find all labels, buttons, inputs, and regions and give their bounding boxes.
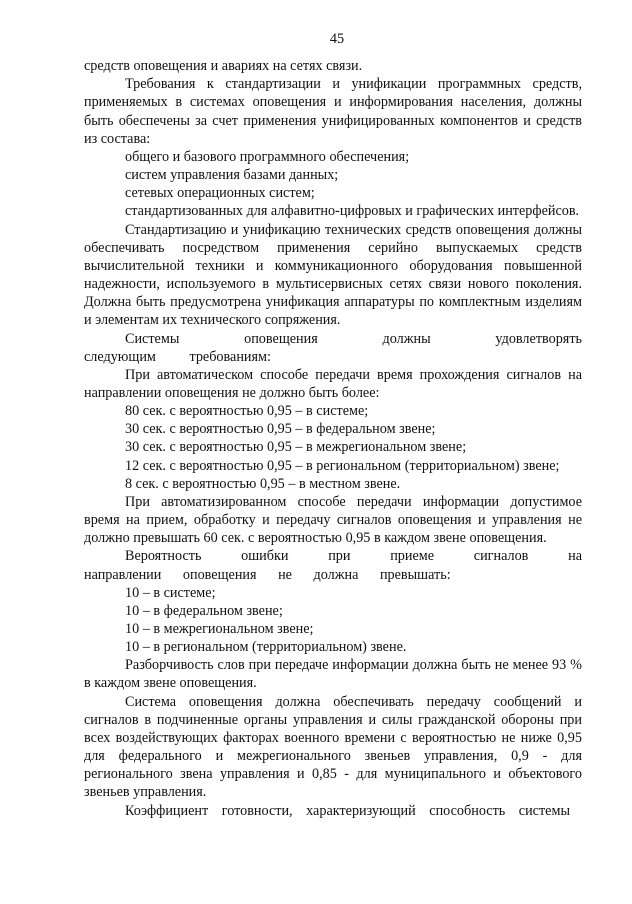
list-item: общего и базового программного обеспечения; — [125, 148, 410, 165]
list-item: 10 – в межрегиональном звене; — [125, 621, 314, 637]
paragraph-intelligibility: Разборчивость слов при передаче информации должна быть не менее 93 % в каждом звене оповещения. — [84, 657, 582, 692]
document-page — [84, 30, 582, 820]
paragraph-automated-transmission: При автоматизированном способе передачи информации допустимое время на прием, обработку и передачу сигналов оповещения и управления не должно превышать 60 сек. с вероятностью 0,95 в каждом звене оповещения. — [84, 493, 582, 547]
list-item: 8 сек. с вероятностью 0,95 – в местном звене. — [125, 475, 401, 492]
list-item: 10 – в системе; — [125, 584, 216, 601]
paragraph-error-probability: Вероятность ошибки при приеме сигналов на направлении оповещения не должна превышать: — [84, 548, 582, 583]
list-item: 80 сек. с вероятностью 0,95 – в системе; — [125, 403, 369, 420]
list-item: 12 сек. с вероятностью 0,95 – в региональном (территориальном) звене; — [125, 457, 560, 474]
list-item: систем управления базами данных; — [125, 167, 339, 184]
list-item: сетевых операционных систем; — [125, 185, 315, 202]
paragraph-message-delivery: Система оповещения должна обеспечивать передачу сообщений и сигналов в подчиненные органы управления и силы гражданской обороны при всех воздействующих факторах военного времени с вероятностью не ниже 0,95 для федерального и межрегионального звеньев управления, 0,9 - для регионального звена управления и 0,85 - для муниципального и объектового звеньев управления. — [84, 693, 582, 801]
list-item: 10 – в федеральном звене; — [125, 602, 283, 619]
list-item: 10 – в региональном (территориальном) звене. — [125, 639, 407, 656]
list-item: 30 сек. с вероятностью 0,95 – в федеральном звене; — [125, 421, 436, 438]
continuation-text: средств оповещения и авариях на сетях связи. — [84, 58, 363, 75]
paragraph-standardization-software: Требования к стандартизации и унификации программных средств, применяемых в системах оповещения и информирования населения, должны быть обеспечены за счет применения унифицированных компонентов и средств из состава: — [84, 76, 582, 147]
page-number: 45 — [329, 31, 345, 47]
paragraph-requirements-intro: Системы оповещения должны удовлетворять следующим требованиям: — [84, 330, 582, 365]
list-item: 30 сек. с вероятностью 0,95 – в межрегиональном звене; — [125, 439, 467, 456]
paragraph-readiness-coefficient: Коэффициент готовности, характеризующий способность системы — [125, 802, 570, 819]
paragraph-standardization-hardware: Стандартизацию и унификацию технических средств оповещения должны обеспечивать посредством применения серийно выпускаемых средств вычислительной техники и коммуникационного оборудования повышенной надежности, используемого в мультисервисных сетях связи нового поколения. Должна быть предусмотрена унификация аппаратуры по комплектным изделиям и элементам их технического сопряжения. — [84, 221, 582, 329]
list-item: стандартизованных для алфавитно-цифровых и графических интерфейсов. — [125, 203, 580, 220]
paragraph-automatic-transmission: При автоматическом способе передачи время прохождения сигналов на направлении оповещения не должно быть более: — [84, 366, 582, 401]
